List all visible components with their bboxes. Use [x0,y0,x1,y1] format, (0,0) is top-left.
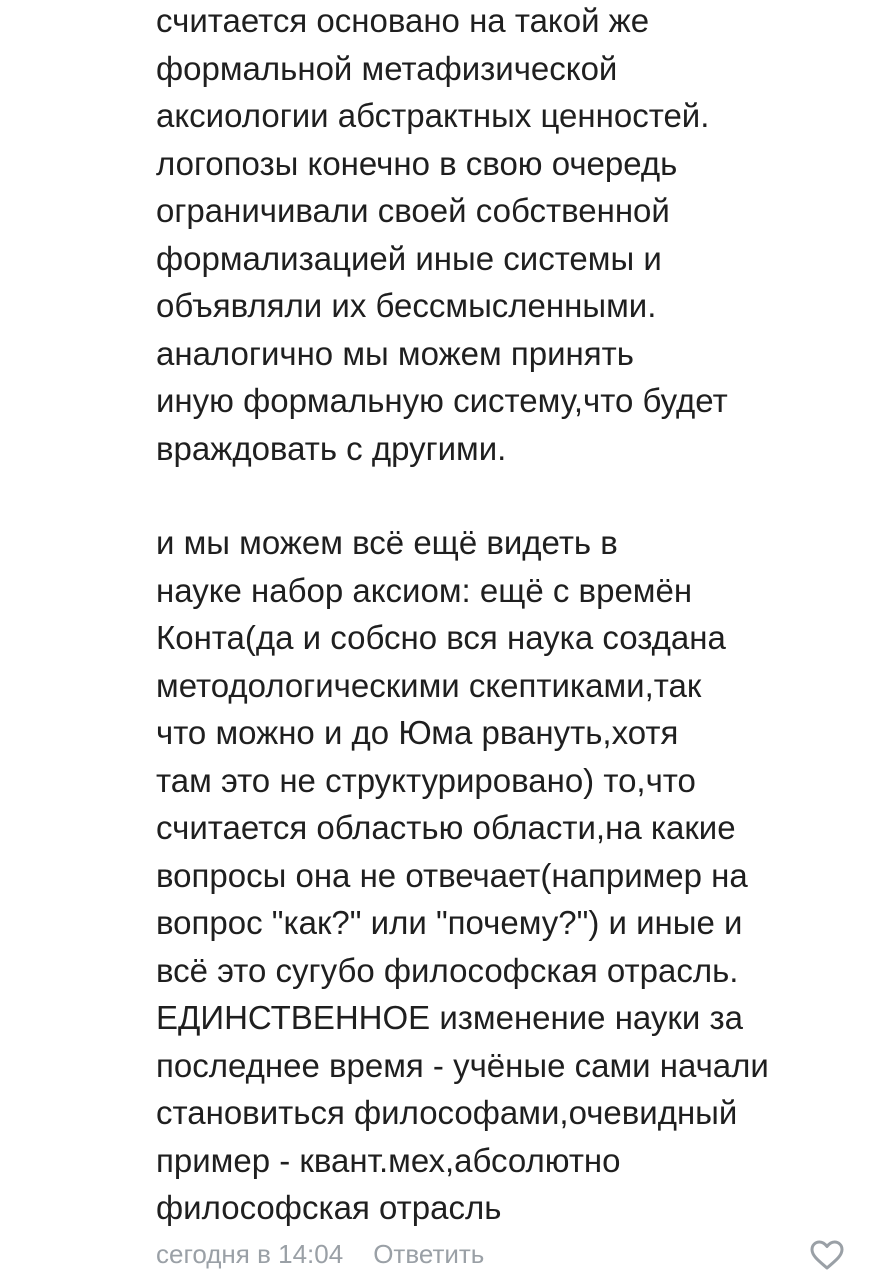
comment-line: Конта(да и собсно вся наука создана [156,619,726,656]
comment-line: там это не структурировано) то,что [156,761,696,799]
comment-line: всё это сугубо философская отрасль. [156,951,739,989]
paragraph-gap [156,472,846,519]
comment-line: вопрос "как?" или "почему?") и иные и [156,904,743,941]
comment-line: враждовать с другими. [156,429,507,467]
comment-line: пример - квант.мех,абсолютно [156,1141,621,1179]
comment-line: логопозы конечно в свою очередь [156,144,678,182]
comment-line: что можно и до Юма рвануть,хотя [156,714,679,751]
comment-line: ЕДИНСТВЕННОЕ изменение науки за [156,999,743,1036]
heart-outline-icon-svg [810,1240,844,1270]
comment-line: последнее время - учёные сами начали [156,1046,769,1084]
comment-paragraph-2 [156,519,846,1232]
comment-timestamp: сегодня в 14:04 [156,1238,344,1269]
comment-body [156,0,846,1232]
comment-line: объявляли их бессмысленными. [156,287,657,324]
comment-footer [156,1236,856,1272]
comment-line: аксиологии абстрактных ценностей. [156,97,710,134]
comment-line: формализацией иные системы и [156,239,662,277]
comment-line: ограничивали своей собственной [156,192,670,229]
comment-line: формальной метафизической [156,49,618,87]
comment-line: методологическими скептиками,так [156,666,702,704]
comment-line: философская отрасль [156,1189,502,1226]
comment-line: и мы можем всё ещё видеть в [156,524,618,561]
heart-outline-icon[interactable] [810,1240,844,1270]
comment-paragraph-1 [156,0,846,472]
comment-line: науке набор аксиом: ещё с времён [156,571,693,609]
reply-button[interactable]: Ответить [373,1238,485,1269]
comment-line: аналогично мы можем принять [156,334,634,372]
comment-line: вопросы она не отвечает(например на [156,856,748,894]
comment-line: иную формальную систему,что будет [156,382,728,419]
comment-line: считается областью области,на какие [156,809,736,846]
comment-line: становиться философами,очевидный [156,1094,738,1131]
comment-line: считается основано на такой же [156,2,650,39]
